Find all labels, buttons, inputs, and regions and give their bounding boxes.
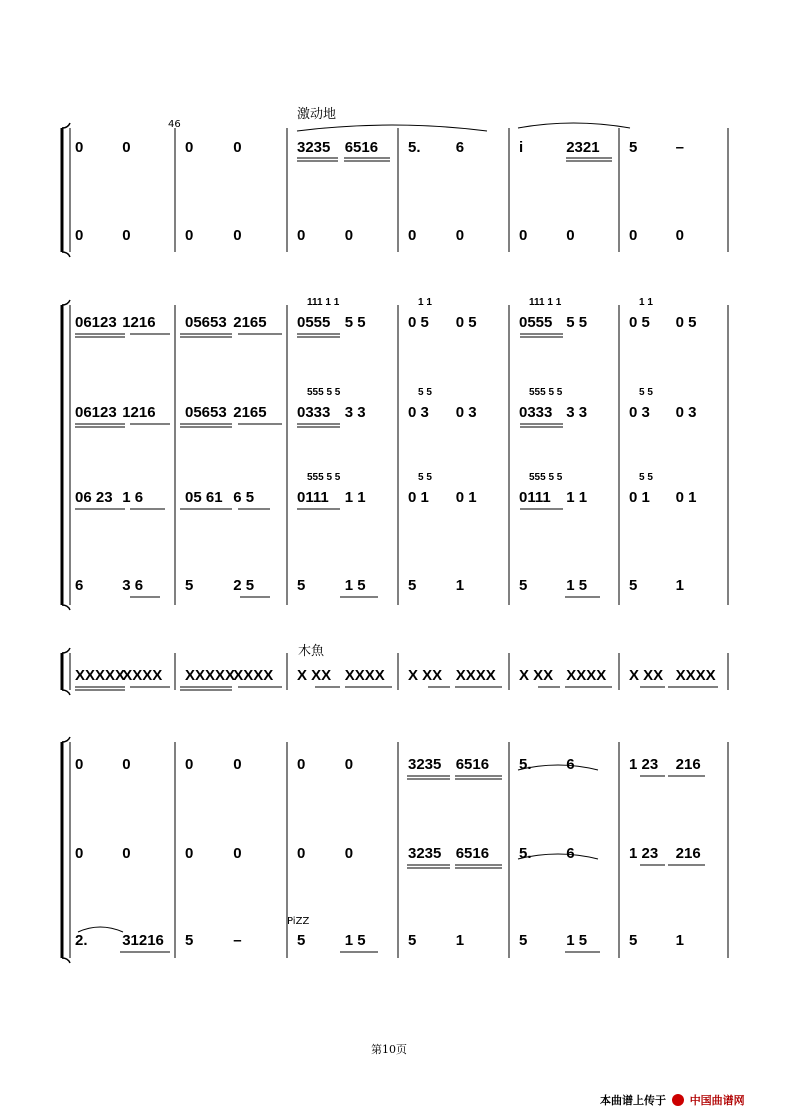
note-group: 0: [566, 227, 575, 244]
note-group: 3235: [408, 756, 442, 773]
bracket-top-hook: [62, 123, 70, 128]
slur: [518, 123, 630, 128]
note-group: 1 1: [344, 489, 366, 506]
note-group: 0: [455, 227, 465, 244]
note-group: 216: [675, 756, 701, 773]
upload-text: 本曲谱上传于: [600, 1094, 666, 1107]
measure-number: 46: [168, 119, 181, 130]
note-group: 5.: [408, 139, 421, 156]
note-group: 1216: [122, 314, 156, 331]
upper-harmony: 5 5: [418, 387, 432, 398]
note-group: 2321: [566, 139, 600, 156]
note-group: XXXX: [233, 667, 274, 684]
note-group: 6516: [344, 139, 379, 156]
bracket-bottom-hook: [62, 605, 70, 610]
note-group: 5 5: [566, 314, 588, 331]
note-group: 3235: [408, 845, 442, 862]
note-group: 6: [455, 139, 465, 156]
note-group: 6516: [455, 845, 490, 862]
upper-harmony: 1 1: [418, 297, 432, 308]
note-group: 3 3: [344, 404, 366, 421]
note-group: 0: [122, 139, 131, 156]
note-group: X XX: [519, 667, 554, 684]
note-group: 1 6: [122, 489, 144, 506]
note-group: –: [675, 139, 685, 156]
note-group: 0: [408, 227, 417, 244]
note-group: 0: [297, 845, 306, 862]
note-group: 216: [675, 845, 701, 862]
note-group: 5.: [519, 845, 532, 862]
slur: [297, 125, 487, 131]
note-group: 2165: [233, 314, 267, 331]
note-group: 6: [566, 756, 575, 773]
note-group: 0: [297, 227, 306, 244]
note-group: 6: [75, 577, 84, 594]
note-group: XXXX: [344, 667, 385, 684]
note-group: 5: [629, 139, 638, 156]
note-group: XXXX: [455, 667, 496, 684]
note-group: 6: [566, 845, 575, 862]
upper-harmony: 555 5 5: [529, 472, 563, 483]
note-group: 0 5: [629, 314, 650, 331]
note-group: 0111: [519, 489, 551, 506]
note-group: 1: [675, 932, 685, 949]
note-group: 0 3: [675, 404, 697, 421]
upper-harmony: 5 5: [418, 472, 432, 483]
note-group: XXXXX: [185, 667, 236, 684]
note-group: 1 5: [344, 932, 366, 949]
note-group: 0: [629, 227, 638, 244]
note-group: 5: [408, 932, 417, 949]
note-group: 5.: [519, 756, 532, 773]
note-group: 1 23: [629, 756, 659, 773]
note-group: 0 5: [408, 314, 429, 331]
note-group: XXXX: [566, 667, 607, 684]
note-group: 0: [185, 845, 194, 862]
note-group: 6516: [455, 756, 490, 773]
note-group: 5: [297, 577, 306, 594]
upper-harmony: 1 1: [639, 297, 653, 308]
bracket-bottom-hook: [62, 958, 70, 963]
note-group: 5: [185, 932, 194, 949]
note-group: 5: [185, 577, 194, 594]
note-group: 0 1: [629, 489, 650, 506]
note-group: 0 3: [455, 404, 477, 421]
upper-harmony: 5 5: [639, 472, 653, 483]
note-group: 06 23: [75, 489, 113, 506]
note-group: i: [519, 139, 524, 156]
note-group: 0: [75, 756, 84, 773]
upper-harmony: 555 5 5: [307, 387, 341, 398]
note-group: 0: [233, 227, 242, 244]
note-group: 0: [122, 845, 131, 862]
note-group: 1 5: [566, 932, 588, 949]
note-group: 1 5: [344, 577, 366, 594]
note-group: 5: [629, 932, 638, 949]
note-group: 0: [675, 227, 685, 244]
bracket-bottom-hook: [62, 252, 70, 257]
bracket-top-hook: [62, 300, 70, 305]
note-group: 0: [297, 756, 306, 773]
note-group: 0555: [519, 314, 553, 331]
note-group: 0333: [297, 404, 331, 421]
note-group: 1216: [122, 404, 156, 421]
note-group: 0: [185, 139, 194, 156]
note-group: 1 23: [629, 845, 659, 862]
note-group: 5: [519, 577, 528, 594]
upper-harmony: 555 5 5: [307, 472, 341, 483]
note-group: 06123: [75, 314, 117, 331]
note-group: 0: [75, 139, 84, 156]
note-group: 0: [122, 756, 131, 773]
note-group: 0: [344, 845, 354, 862]
note-group: 0: [519, 227, 528, 244]
note-group: XXXX: [122, 667, 163, 684]
note-group: 6 5: [233, 489, 255, 506]
note-group: 0: [185, 227, 194, 244]
upper-harmony: 111 1 1: [307, 297, 340, 308]
note-group: 5 5: [344, 314, 366, 331]
site-logo-icon: [672, 1094, 684, 1106]
upper-harmony: 111 1 1: [529, 297, 562, 308]
site-name: 中国曲谱网: [689, 1094, 745, 1107]
note-group: 06123: [75, 404, 117, 421]
note-group: 1 1: [566, 489, 588, 506]
note-group: 0: [233, 756, 242, 773]
note-group: 0 5: [675, 314, 697, 331]
note-group: 0 1: [675, 489, 697, 506]
note-group: 0 3: [629, 404, 650, 421]
note-group: 1: [455, 577, 465, 594]
note-group: X XX: [297, 667, 332, 684]
upload-credit: [600, 1092, 745, 1108]
note-group: 0 5: [455, 314, 477, 331]
note-group: 3 3: [566, 404, 588, 421]
note-group: 5: [519, 932, 528, 949]
bracket-top-hook: [62, 648, 70, 653]
note-group: 3 6: [122, 577, 144, 594]
note-group: 0: [233, 845, 242, 862]
note-group: 0: [75, 227, 84, 244]
note-group: 2165: [233, 404, 267, 421]
note-group: 0 1: [408, 489, 429, 506]
note-group: 05 61: [185, 489, 223, 506]
note-group: X XX: [408, 667, 443, 684]
bracket-top-hook: [62, 737, 70, 742]
note-group: 1: [455, 932, 465, 949]
pizz-marking: PiZZ: [287, 916, 310, 927]
page-number: 第10页: [371, 1043, 407, 1056]
note-group: 0333: [519, 404, 553, 421]
note-group: 1: [675, 577, 685, 594]
note-group: 0555: [297, 314, 331, 331]
note-group: 31216: [122, 932, 164, 949]
note-group: 5: [629, 577, 638, 594]
note-group: 0111: [297, 489, 329, 506]
note-group: XXXXX: [75, 667, 126, 684]
note-group: X XX: [629, 667, 664, 684]
note-group: 0 1: [455, 489, 477, 506]
note-group: 5: [408, 577, 417, 594]
note-group: 0 3: [408, 404, 429, 421]
note-group: 2 5: [233, 577, 255, 594]
upper-harmony: 555 5 5: [529, 387, 563, 398]
note-group: 2.: [75, 932, 88, 949]
note-group: 0: [233, 139, 242, 156]
bracket-bottom-hook: [62, 690, 70, 695]
note-group: 0: [75, 845, 84, 862]
note-group: 0: [344, 756, 354, 773]
expression-marking: 激动地: [297, 107, 337, 122]
note-group: 0: [185, 756, 194, 773]
note-group: XXXX: [675, 667, 716, 684]
note-group: 3235: [297, 139, 331, 156]
upper-harmony: 5 5: [639, 387, 653, 398]
note-group: 05653: [185, 404, 227, 421]
note-group: 05653: [185, 314, 227, 331]
note-group: 0: [122, 227, 131, 244]
instrument-label: 木魚: [298, 644, 325, 659]
note-group: –: [233, 932, 242, 949]
note-group: 0: [344, 227, 354, 244]
note-group: 1 5: [566, 577, 588, 594]
note-group: 5: [297, 932, 306, 949]
